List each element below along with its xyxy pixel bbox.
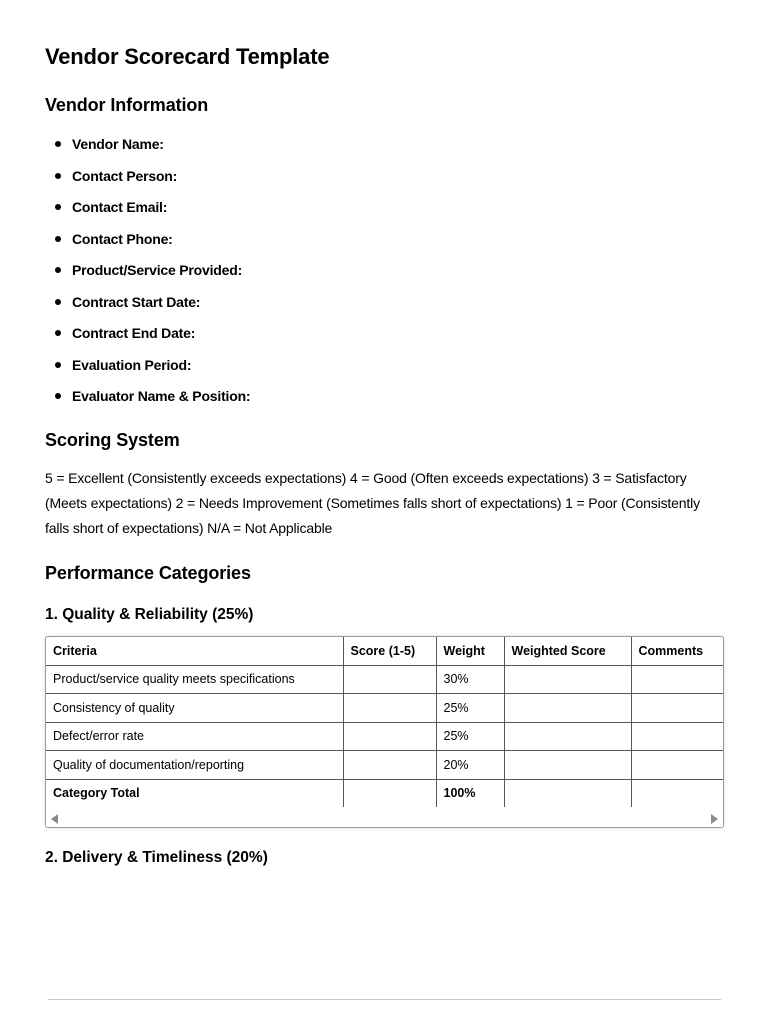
table-cell: 20%: [436, 751, 504, 780]
list-item: Vendor Name:: [45, 133, 250, 165]
table-cell: 25%: [436, 694, 504, 723]
table-total-row: [46, 779, 724, 807]
table-row: [46, 751, 724, 780]
category-1-heading: 1. Quality & Reliability (25%): [45, 606, 254, 623]
table-cell: [631, 751, 724, 780]
column-header-comments: Comments: [631, 637, 724, 665]
table-cell: [631, 694, 724, 723]
table-cell: [504, 779, 631, 807]
table-cell: Quality of documentation/reporting: [46, 751, 343, 780]
table-cell: [343, 665, 436, 694]
table-cell: [343, 694, 436, 723]
category-2-heading: 2. Delivery & Timeliness (20%): [45, 849, 268, 866]
table-cell: Defect/error rate: [46, 722, 343, 751]
table-cell: [504, 751, 631, 780]
list-item: Evaluator Name & Position:: [45, 385, 250, 417]
column-header-score: Score (1-5): [343, 637, 436, 665]
table-cell: [631, 665, 724, 694]
table-cell: [504, 665, 631, 694]
table-row: [46, 722, 724, 751]
column-header-weighted-score: Weighted Score: [504, 637, 631, 665]
table-cell: [631, 722, 724, 751]
table-cell: Product/service quality meets specifications: [46, 665, 343, 694]
quality-reliability-table: [46, 637, 724, 807]
scroll-right-arrow-icon[interactable]: [711, 814, 718, 824]
list-item: Contract End Date:: [45, 322, 250, 354]
footer-divider: [48, 999, 721, 1000]
list-item: Contract Start Date:: [45, 291, 250, 323]
quality-reliability-table-container[interactable]: [45, 636, 724, 828]
table-row: [46, 694, 724, 723]
list-item: Contact Phone:: [45, 228, 250, 260]
table-row: [46, 665, 724, 694]
list-item: Contact Email:: [45, 196, 250, 228]
column-header-criteria: Criteria: [46, 637, 343, 665]
scroll-left-arrow-icon[interactable]: [51, 814, 58, 824]
column-header-weight: Weight: [436, 637, 504, 665]
table-cell: [631, 779, 724, 807]
table-header-row: [46, 637, 724, 665]
table-cell: Consistency of quality: [46, 694, 343, 723]
horizontal-scrollbar[interactable]: [46, 811, 723, 827]
table-cell: [343, 751, 436, 780]
table-cell: 30%: [436, 665, 504, 694]
table-cell: Category Total: [46, 779, 343, 807]
vendor-information-list: [45, 133, 250, 417]
table-cell: 25%: [436, 722, 504, 751]
table-cell: [343, 722, 436, 751]
performance-categories-heading: Performance Categories: [45, 563, 251, 583]
list-item: Product/Service Provided:: [45, 259, 250, 291]
vendor-information-heading: Vendor Information: [45, 95, 209, 115]
page-title: Vendor Scorecard Template: [45, 44, 330, 69]
table-cell: [504, 722, 631, 751]
table-cell: [343, 779, 436, 807]
list-item: Evaluation Period:: [45, 354, 250, 386]
table-cell: 100%: [436, 779, 504, 807]
list-item: Contact Person:: [45, 165, 250, 197]
scoring-system-text: 5 = Excellent (Consistently exceeds expectations) 4 = Good (Often exceeds expectations) 3 = Satisfactory (Meets expectations) 2 = Needs Improvement (Sometimes falls short of expectations) 1 = Poor (Consistently falls short of expectations) N/A = Not Applicable: [45, 470, 700, 536]
table-cell: [504, 694, 631, 723]
scoring-system-heading: Scoring System: [45, 430, 180, 450]
